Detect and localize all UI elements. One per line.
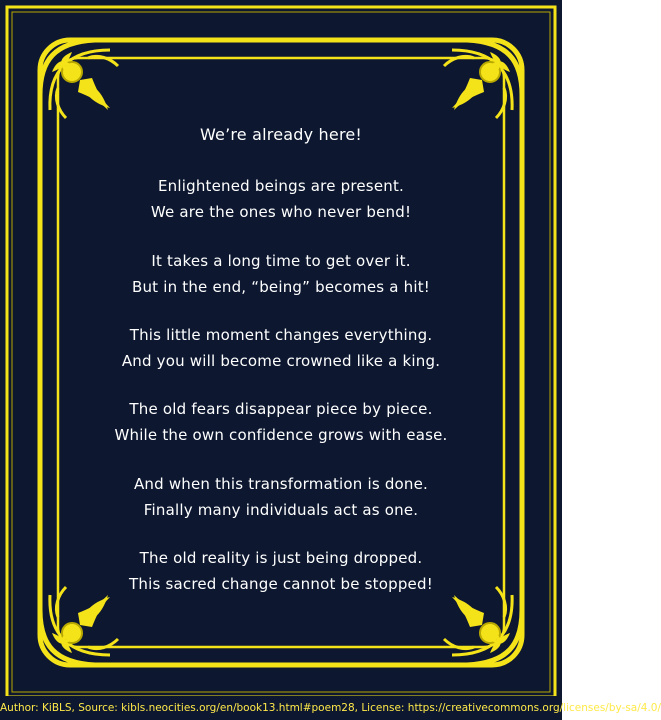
poem-line: And you will become crowned like a king.	[121, 352, 441, 370]
stanza	[40, 248, 522, 300]
poem-line: We are the ones who never bend!	[150, 203, 412, 221]
poem-line: It takes a long time to get over it.	[151, 252, 411, 270]
poem-line: The old fears disappear piece by piece.	[129, 400, 433, 418]
poem-line: Enlightened beings are present.	[157, 177, 405, 195]
stanza	[40, 471, 522, 523]
poem-line: While the own confidence grows with ease.	[114, 426, 448, 444]
poem-line: This sacred change cannot be stopped!	[129, 575, 433, 593]
stanza	[40, 545, 522, 597]
poem-title: We’re already here!	[199, 125, 363, 144]
stanza	[40, 173, 522, 225]
fleur-de-lis-ornament-icon	[40, 587, 118, 665]
poem-line: And when this transformation is done.	[133, 475, 429, 493]
fleur-de-lis-ornament-icon	[444, 587, 522, 665]
fleur-de-lis-ornament-icon	[40, 40, 118, 118]
stanza	[40, 322, 522, 374]
stanza	[40, 396, 522, 448]
poem-line: But in the end, “being” becomes a hit!	[131, 278, 431, 296]
fleur-de-lis-ornament-icon	[444, 40, 522, 118]
poem-line: The old reality is just being dropped.	[139, 549, 423, 567]
poem-line: Finally many individuals act as one.	[143, 501, 419, 519]
poem-line: This little moment changes everything.	[129, 326, 433, 344]
credit-line: Author: KiBLS, Source: kibls.neocities.org/en/book13.html#poem28, License: https://creativecommons.org/licenses/by-sa/4.0/	[0, 696, 562, 720]
